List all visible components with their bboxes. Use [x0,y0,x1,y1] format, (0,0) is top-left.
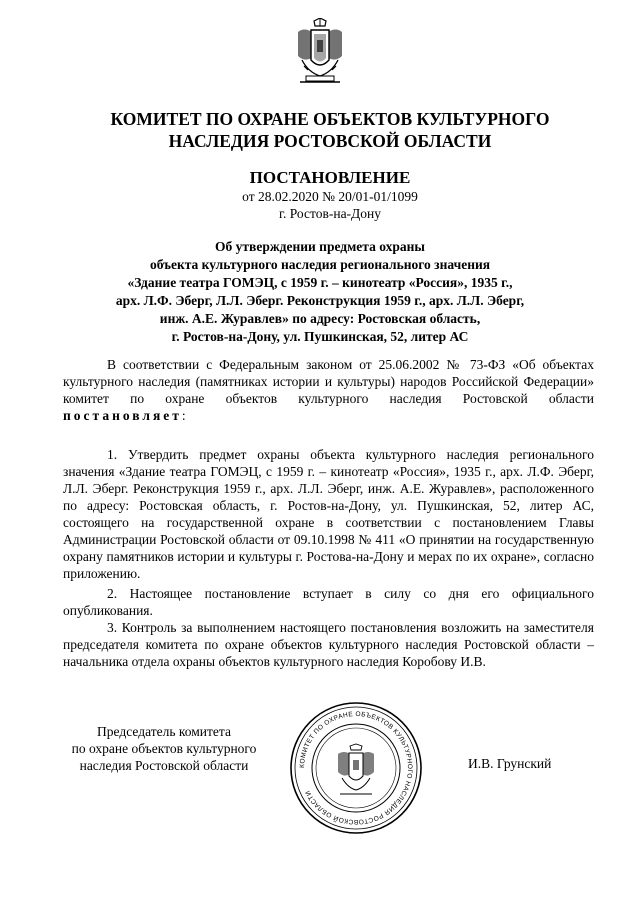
seal-text: КОМИТЕТ ПО ОХРАНЕ ОБЪЕКТОВ КУЛЬТУРНОГО НАСЛЕДИЯ РОСТОВСКОЙ ОБЛАСТИ [298,710,414,826]
subject-line: «Здание театра ГОМЭЦ, с 1959 г. – кинотеатр «Россия», 1935 г., [127,275,513,290]
subject-line: арх. Л.Ф. Эберг, Л.Л. Эберг. Реконструкция 1959 г., арх. Л.Л. Эберг, [115,293,525,308]
coat-of-arms-icon [294,18,346,88]
seal-emblem-icon [338,744,374,794]
signatory-title-line: по охране объектов культурного [71,741,257,756]
signatory-title [60,723,268,774]
document-subject [90,238,550,346]
preamble-text: В соответствии с Федеральным законом от 25.06.2002 № 73-ФЗ «Об объектах культурного наследия (памятниках истории и культуры) народов Российской Федерации» комитет по охране объектов культурного наследия Ростовской области [63,357,594,406]
date-number: от 28.02.2020 № 20/01-01/1099 [242,189,418,204]
signatory-name: И.В. Грунский [468,756,552,771]
subject-line: инж. А.Е. Журавлев» по адресу: Ростовская область, [159,311,481,326]
subject-line: г. Ростов-на-Дону, ул. Пушкинская, 52, литер АС [171,329,469,344]
org-line: НАСЛЕДИЯ РОСТОВСКОЙ ОБЛАСТИ [168,131,492,151]
signatory-title-line: Председатель комитета [97,724,231,739]
preamble-colon: : [181,408,186,423]
clause-3: 3. Контроль за выполнением настоящего постановления возложить на заместителя председателя комитета по охране объектов культурного наследия Ростовской области – начальника отдела охраны объектов культурного наследия Коробову И.В. [63,620,594,669]
org-line: КОМИТЕТ ПО ОХРАНЕ ОБЪЕКТОВ КУЛЬТУРНОГО [110,109,550,129]
document-type: ПОСТАНОВЛЕНИЕ [249,168,411,187]
issue-city: г. Ростов-на-Дону [278,206,381,221]
subject-line: Об утверждении предмета охраны [215,239,425,254]
official-seal-stamp [288,700,424,836]
subject-line: объекта культурного наследия регионального значения [149,257,491,272]
resolve-keyword: постановляет [63,408,182,423]
clause-2: 2. Настоящее постановление вступает в силу со дня его официального опубликования. [63,586,594,618]
organization-name [60,108,600,152]
signatory-title-line: наследия Ростовской области [79,758,249,773]
preamble-paragraph [63,356,594,424]
clause-1: 1. Утвердить предмет охраны объекта культурного наследия регионального значения «Здание театра ГОМЭЦ, с 1959 г. – кинотеатр «Россия», 1935 г., арх. Л.Ф. Эберг, Л.Л. Эберг. Реконструкция 1959 г., арх. Л.Л. Эберг, инж. А.Е. Журавлев», расположенного по адресу: Ростовская область, г. Ростов-на-Дону, ул. Пушкинская, 52, литер АС, состоящего на государственной охране в соответствии с постановлением Главы Администрации Ростовской области от 09.10.1998 № 411 «О принятии на государственную охрану памятников истории и культуры г. Ростова-на-Дону и мерах по их охране», согласно приложению. [63,447,594,581]
